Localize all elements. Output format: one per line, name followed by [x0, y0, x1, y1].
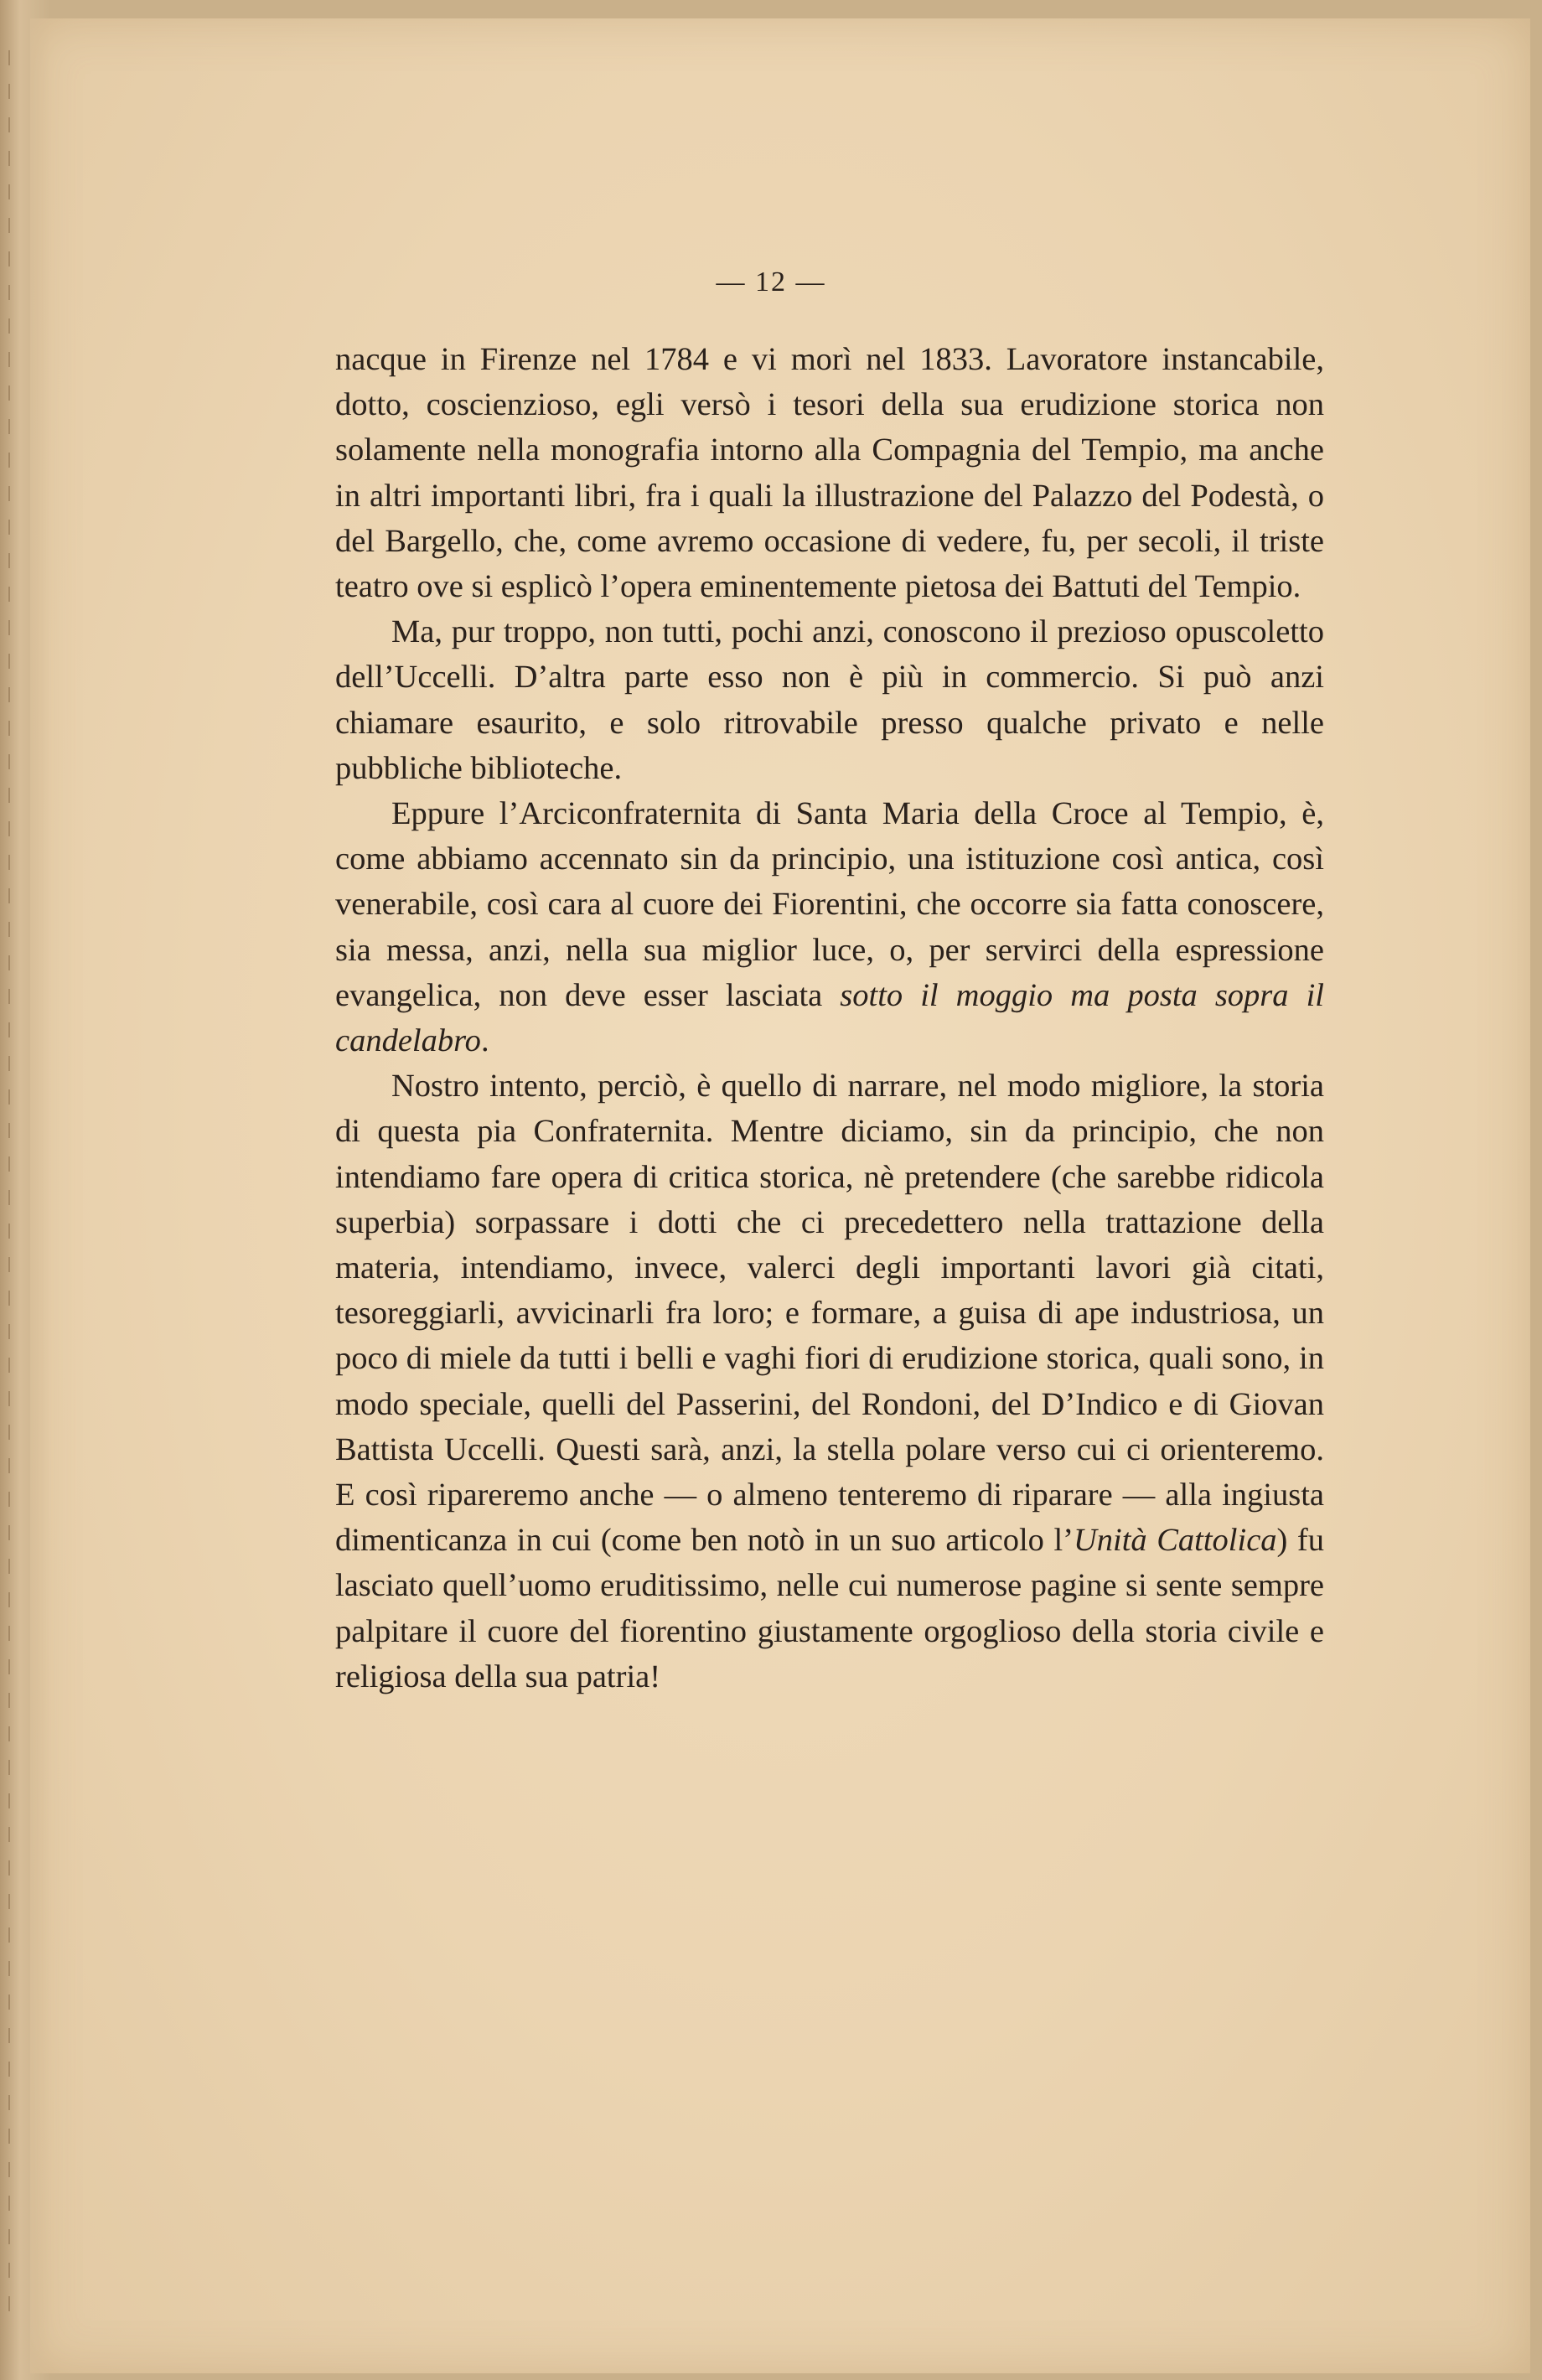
text-run: Ma, pur troppo, non tutti, pochi anzi, conoscono il prezioso opuscoletto dell’Uccelli. D’altra parte esso non è più in commercio. Si può anzi chiamare esaurito, e solo ritrovabile presso qualche privato e nelle pubbliche biblioteche.	[335, 614, 1324, 786]
text-run: ) fu lasciato quell’uomo eruditissimo, nelle cui numerose pagine si sente sempre palpitare il cuore del fiorentino giustamente orgoglioso della storia civile e religiosa della sua patria!	[335, 1523, 1324, 1694]
paragraph	[335, 791, 1324, 1063]
text-run: Eppure l’Arciconfraternita di Santa Maria della Croce al Tempio, è, come abbiamo accennato sin da principio, una istituzione così antica, così venerabile, così cara al cuore dei Fiorentini, che occorre sia fatta conoscere, sia messa, anzi, nella sua miglior luce, o, per servirci della espressione evangelica, non deve esser lasciata	[335, 796, 1324, 1013]
paragraph	[335, 609, 1324, 791]
body-text	[335, 337, 1324, 1700]
italic-title: Unità Cattolica	[1073, 1523, 1277, 1559]
paragraph	[335, 337, 1324, 609]
text-run: nacque in Firenze nel 1784 e vi morì nel 1833. Lavoratore instancabile, dotto, coscienzioso, egli versò i tesori della sua erudizione storica non solamente nella monografia intorno alla Compagnia del Tempio, ma anche in altri importanti libri, fra i quali la illustrazione del Palazzo del Podestà, o del Bargello, che, come avremo occasione di vedere, fu, per secoli, il triste teatro ove si esplicò l’opera eminentemente pietosa dei Battuti del Tempio.	[335, 342, 1324, 605]
paragraph	[335, 1063, 1324, 1700]
text-run: .	[480, 1023, 489, 1059]
page-number: — 12 —	[716, 266, 826, 298]
italic-quote: sotto il moggio ma posta sopra il candelabro	[335, 977, 1324, 1059]
text-run: Nostro intento, perciò, è quello di narrare, nel modo migliore, la storia di questa pia Confraternita. Mentre diciamo, sin da principio, che non intendiamo fare opera di critica storica, nè pretendere (che sarebbe ridicola superbia) sorpassare i dotti che ci precedettero nella trattazione della materia, intendiamo, invece, valerci degli importanti lavori già citati, tesoreggiarli, avvicinarli fra loro; e formare, a guisa di ape industriosa, un poco di miele da tutti i belli e vaghi fiori di erudizione storica, quali sono, in modo speciale, quelli del Passerini, del Rondoni, del D’Indico e di Giovan Battista Uccelli. Questi sarà, anzi, la stella polare verso cui ci orienteremo. E così ripareremo anche — o almeno tenteremo di riparare — alla ingiusta dimenticanza in cui (come ben notò in un suo articolo l’	[335, 1068, 1324, 1559]
